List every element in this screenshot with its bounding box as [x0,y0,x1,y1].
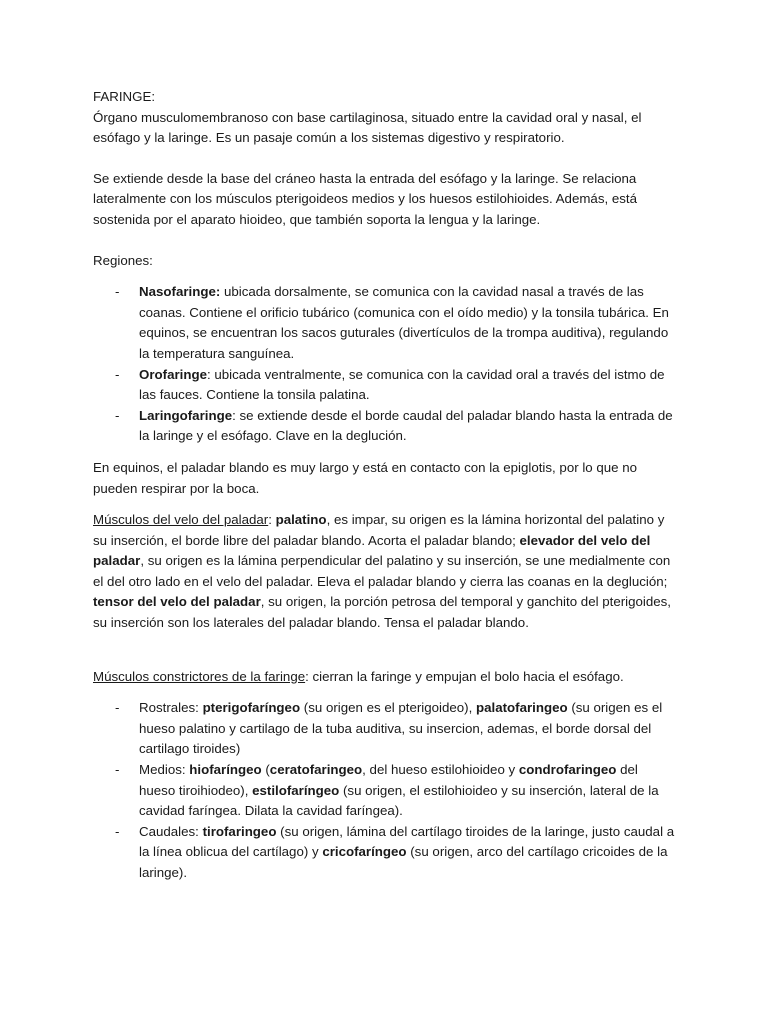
item-label: Rostrales: [139,700,203,716]
muscle-name: palatino [275,512,327,528]
region-name: Orofaringe [139,366,207,382]
muscle-name: hiofaríngeo [189,762,262,778]
constrictors-heading: Músculos constrictores de la faringe [93,668,306,684]
velo-heading: Músculos del velo del paladar [93,512,269,528]
list-item-orofaringe [93,365,675,406]
text-run: (su origen es el hueso palatino y cartilago de la tuba auditiva, su insercion, ademas, el borde dorsal del cartilago tiroides) [139,700,663,757]
muscle-name: pterigofaríngeo [202,700,301,716]
extent-paragraph: Se extiende desde la base del cráneo hasta la entrada del esófago y la laringe. Se relaciona lateralmente con los músculos pterigoideos medios y los huesos estilohioides. Además, está sostenida por el aparato hioideo, que también soporta la lengua y la laringe. [93,170,637,227]
item-label: Caudales: [139,823,203,839]
list-item-rostrales [93,698,675,760]
text-run: , su origen, la porción petrosa del temporal y ganchito del pterigoides, su inserción son los laterales del paladar blando. Tensa el paladar blando. [93,594,671,631]
regions-list [93,282,675,447]
document-page [93,87,675,884]
muscle-name: estilofaríngeo [252,782,340,798]
muscle-name: ceratofaringeo [269,762,363,778]
constrictors-paragraph [93,667,675,688]
item-label: Medios: [139,762,190,778]
muscle-name: elevador del velo del paladar [93,532,651,569]
muscle-name: cricofaríngeo [322,844,407,860]
muscle-name: condrofaringeo [518,762,617,778]
regions-heading: Regiones: [93,252,153,268]
region-text: ubicada dorsalmente, se comunica con la cavidad nasal a través de las coanas. Contiene el orificio tubárico (comunica con el oído medio) y la tonsila tubárica. En equinos, se encuentran los sacos guturales (divertículos de la trompa auditiva), regulando la temperatura sanguínea. [139,284,669,361]
text-run: , es impar, su origen es la lámina horizontal del palatino y su inserción, el borde libre del paladar blando. Acorta el paladar blando; [93,512,665,548]
text-run: (su origen es el pterigoideo), [300,700,476,716]
intro-paragraph: Órgano musculomembranoso con base cartilaginosa, situado entre la cavidad oral y nasal, el esófago y la laringe. Es un pasaje común a los sistemas digestivo y respiratorio. [93,109,642,146]
text-run: : [268,512,276,528]
list-item-caudales [93,822,675,884]
text-run: ( [261,762,270,778]
text-run: , del hueso estilohioideo y [362,762,519,778]
page-title: FARINGE: [93,89,156,104]
list-item-nasofaringe [93,282,675,364]
text-run: (su origen, el estilohioideo y su inserción, lateral de la cavidad faríngea. Dilata la cavidad faríngea). [139,782,659,819]
muscle-name: tensor del velo del paladar [93,594,261,610]
muscle-name: tirofaringeo [202,823,277,839]
equine-note-paragraph: En equinos, el paladar blando es muy largo y está en contacto con la epiglotis, por lo que no pueden respirar por la boca. [93,459,638,496]
list-item-laringofaringe [93,406,675,447]
constrictors-list [93,698,675,883]
region-text: : ubicada ventralmente, se comunica con la cavidad oral a través del istmo de las fauces. Contiene la tonsila palatina. [139,366,665,403]
text-run: : cierran la faringe y empujan el bolo hacia el esófago. [305,668,624,684]
text-run: del hueso tiroihiodeo), [139,762,638,798]
text-run: , su origen es la lámina perpendicular del palatino y su inserción, se une medialmente con el del otro lado en el velo del paladar. Eleva el paladar blando y cierra las coanas en la deglución; [93,553,671,589]
region-text: : se extiende desde el borde caudal del paladar blando hasta la entrada de la laringe y el esófago. Clave en la deglución. [139,407,673,444]
list-item-medios [93,760,675,822]
velo-paragraph [93,510,675,634]
text-run: (su origen, arco del cartílago cricoides de la laringe). [139,844,668,880]
muscle-name: palatofaringeo [476,700,568,716]
region-name: Nasofaringe: [139,284,221,300]
text-run: (su origen, lámina del cartílago tiroides de la laringe, justo caudal a la línea oblicua del cartílago) y [139,823,675,860]
region-name: Laringofaringe [139,407,233,423]
